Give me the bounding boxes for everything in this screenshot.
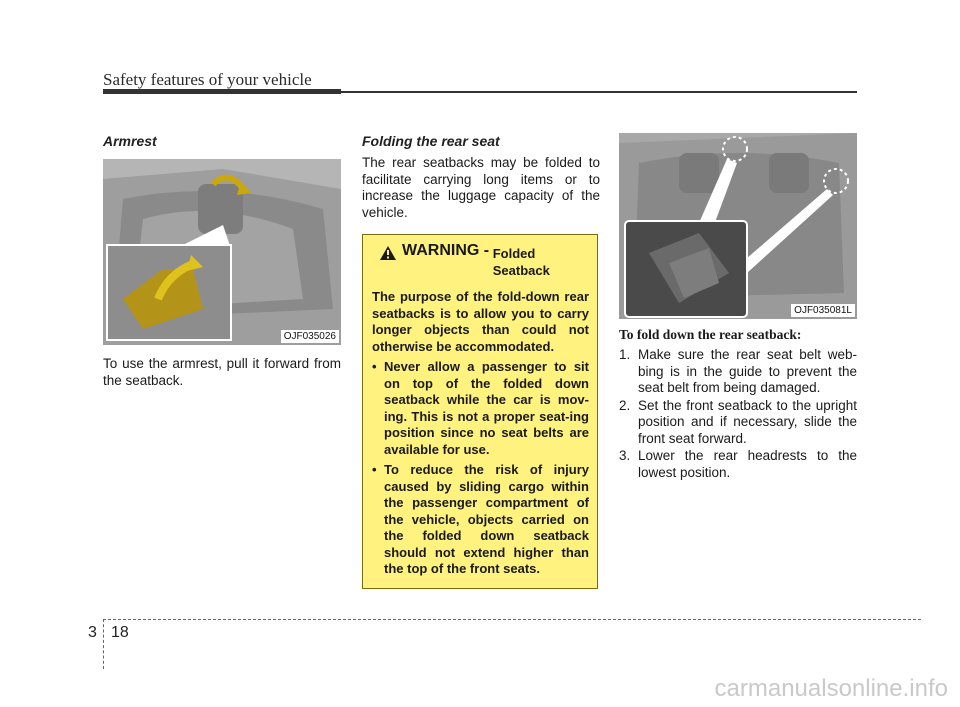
step-number: 2. <box>619 397 631 413</box>
step-text: Set the front seatback to the upright position and if necessary, slide the front seat forward. <box>638 397 857 446</box>
footer-rule <box>103 619 921 620</box>
warning-bullet-text: To reduce the risk of injury caused by sliding cargo within the passenger compartment of the vehicle, objects carried on the folded down seatback should not extend higher than the top of the front seats. <box>384 462 589 576</box>
seatback-image-code: OJF035081L <box>791 304 855 317</box>
warning-subtitle <box>493 246 550 279</box>
header-rule <box>103 91 857 93</box>
warning-subtitle-line2: Seatback <box>492 262 550 278</box>
fold-down-steps <box>619 347 857 481</box>
page-header-title: Safety features of your vehicle <box>103 70 312 89</box>
seatback-photo <box>619 133 857 319</box>
fold-down-section <box>619 133 857 482</box>
warning-subtitle-line1: Folded <box>492 246 536 261</box>
bullet-dot-icon: • <box>372 359 377 374</box>
warning-bullet-text: Never allow a passenger to sit on top of the folded down seatback while the car is mov-ing. This is not a proper seat-ing position since no seat belts are available for use. <box>384 359 589 457</box>
folding-text: The rear seatbacks may be folded to facilitate carrying long items or to increase the luggage capacity of the vehicle. <box>362 155 600 220</box>
chapter-number: 3 <box>88 624 97 641</box>
warning-label: WARNING - <box>402 242 490 259</box>
fold-down-step <box>619 347 857 397</box>
warning-bullet <box>372 462 589 578</box>
footer-rule-vertical <box>103 619 104 669</box>
armrest-image-code: OJF035026 <box>281 330 339 343</box>
step-number: 3. <box>619 448 631 463</box>
folding-heading: Folding the rear seat <box>362 133 500 149</box>
fold-down-step <box>619 448 857 481</box>
step-text: Lower the rear headrests to the lowest position. <box>638 448 857 480</box>
warning-intro: The purpose of the fold-down rear seatbacks is to allow you to carry longer objects than could not otherwise be accommodated. <box>372 289 589 354</box>
armrest-text: To use the armrest, pull it forward from the seatback. <box>103 356 341 388</box>
step-text: Make sure the rear seat belt web-bing is in the guide to prevent the seat belt from being damaged. <box>638 347 857 395</box>
armrest-photo-illustration <box>103 159 341 345</box>
watermark: carmanualsonline.info <box>714 675 948 702</box>
page-number: 18 <box>111 624 129 641</box>
armrest-photo <box>103 159 341 345</box>
warning-header <box>372 243 589 279</box>
warning-list <box>372 359 589 578</box>
bullet-dot-icon: • <box>372 462 377 477</box>
fold-down-heading: To fold down the rear seatback: <box>619 327 802 342</box>
seatback-photo-illustration <box>619 133 857 319</box>
step-number: 1. <box>619 347 631 362</box>
armrest-heading: Armrest <box>103 133 157 149</box>
fold-down-step <box>619 398 857 448</box>
armrest-section <box>103 133 341 389</box>
warning-triangle-icon <box>380 246 396 260</box>
warning-bullet <box>372 359 589 458</box>
warning-box <box>362 234 598 589</box>
folding-section <box>362 133 600 589</box>
